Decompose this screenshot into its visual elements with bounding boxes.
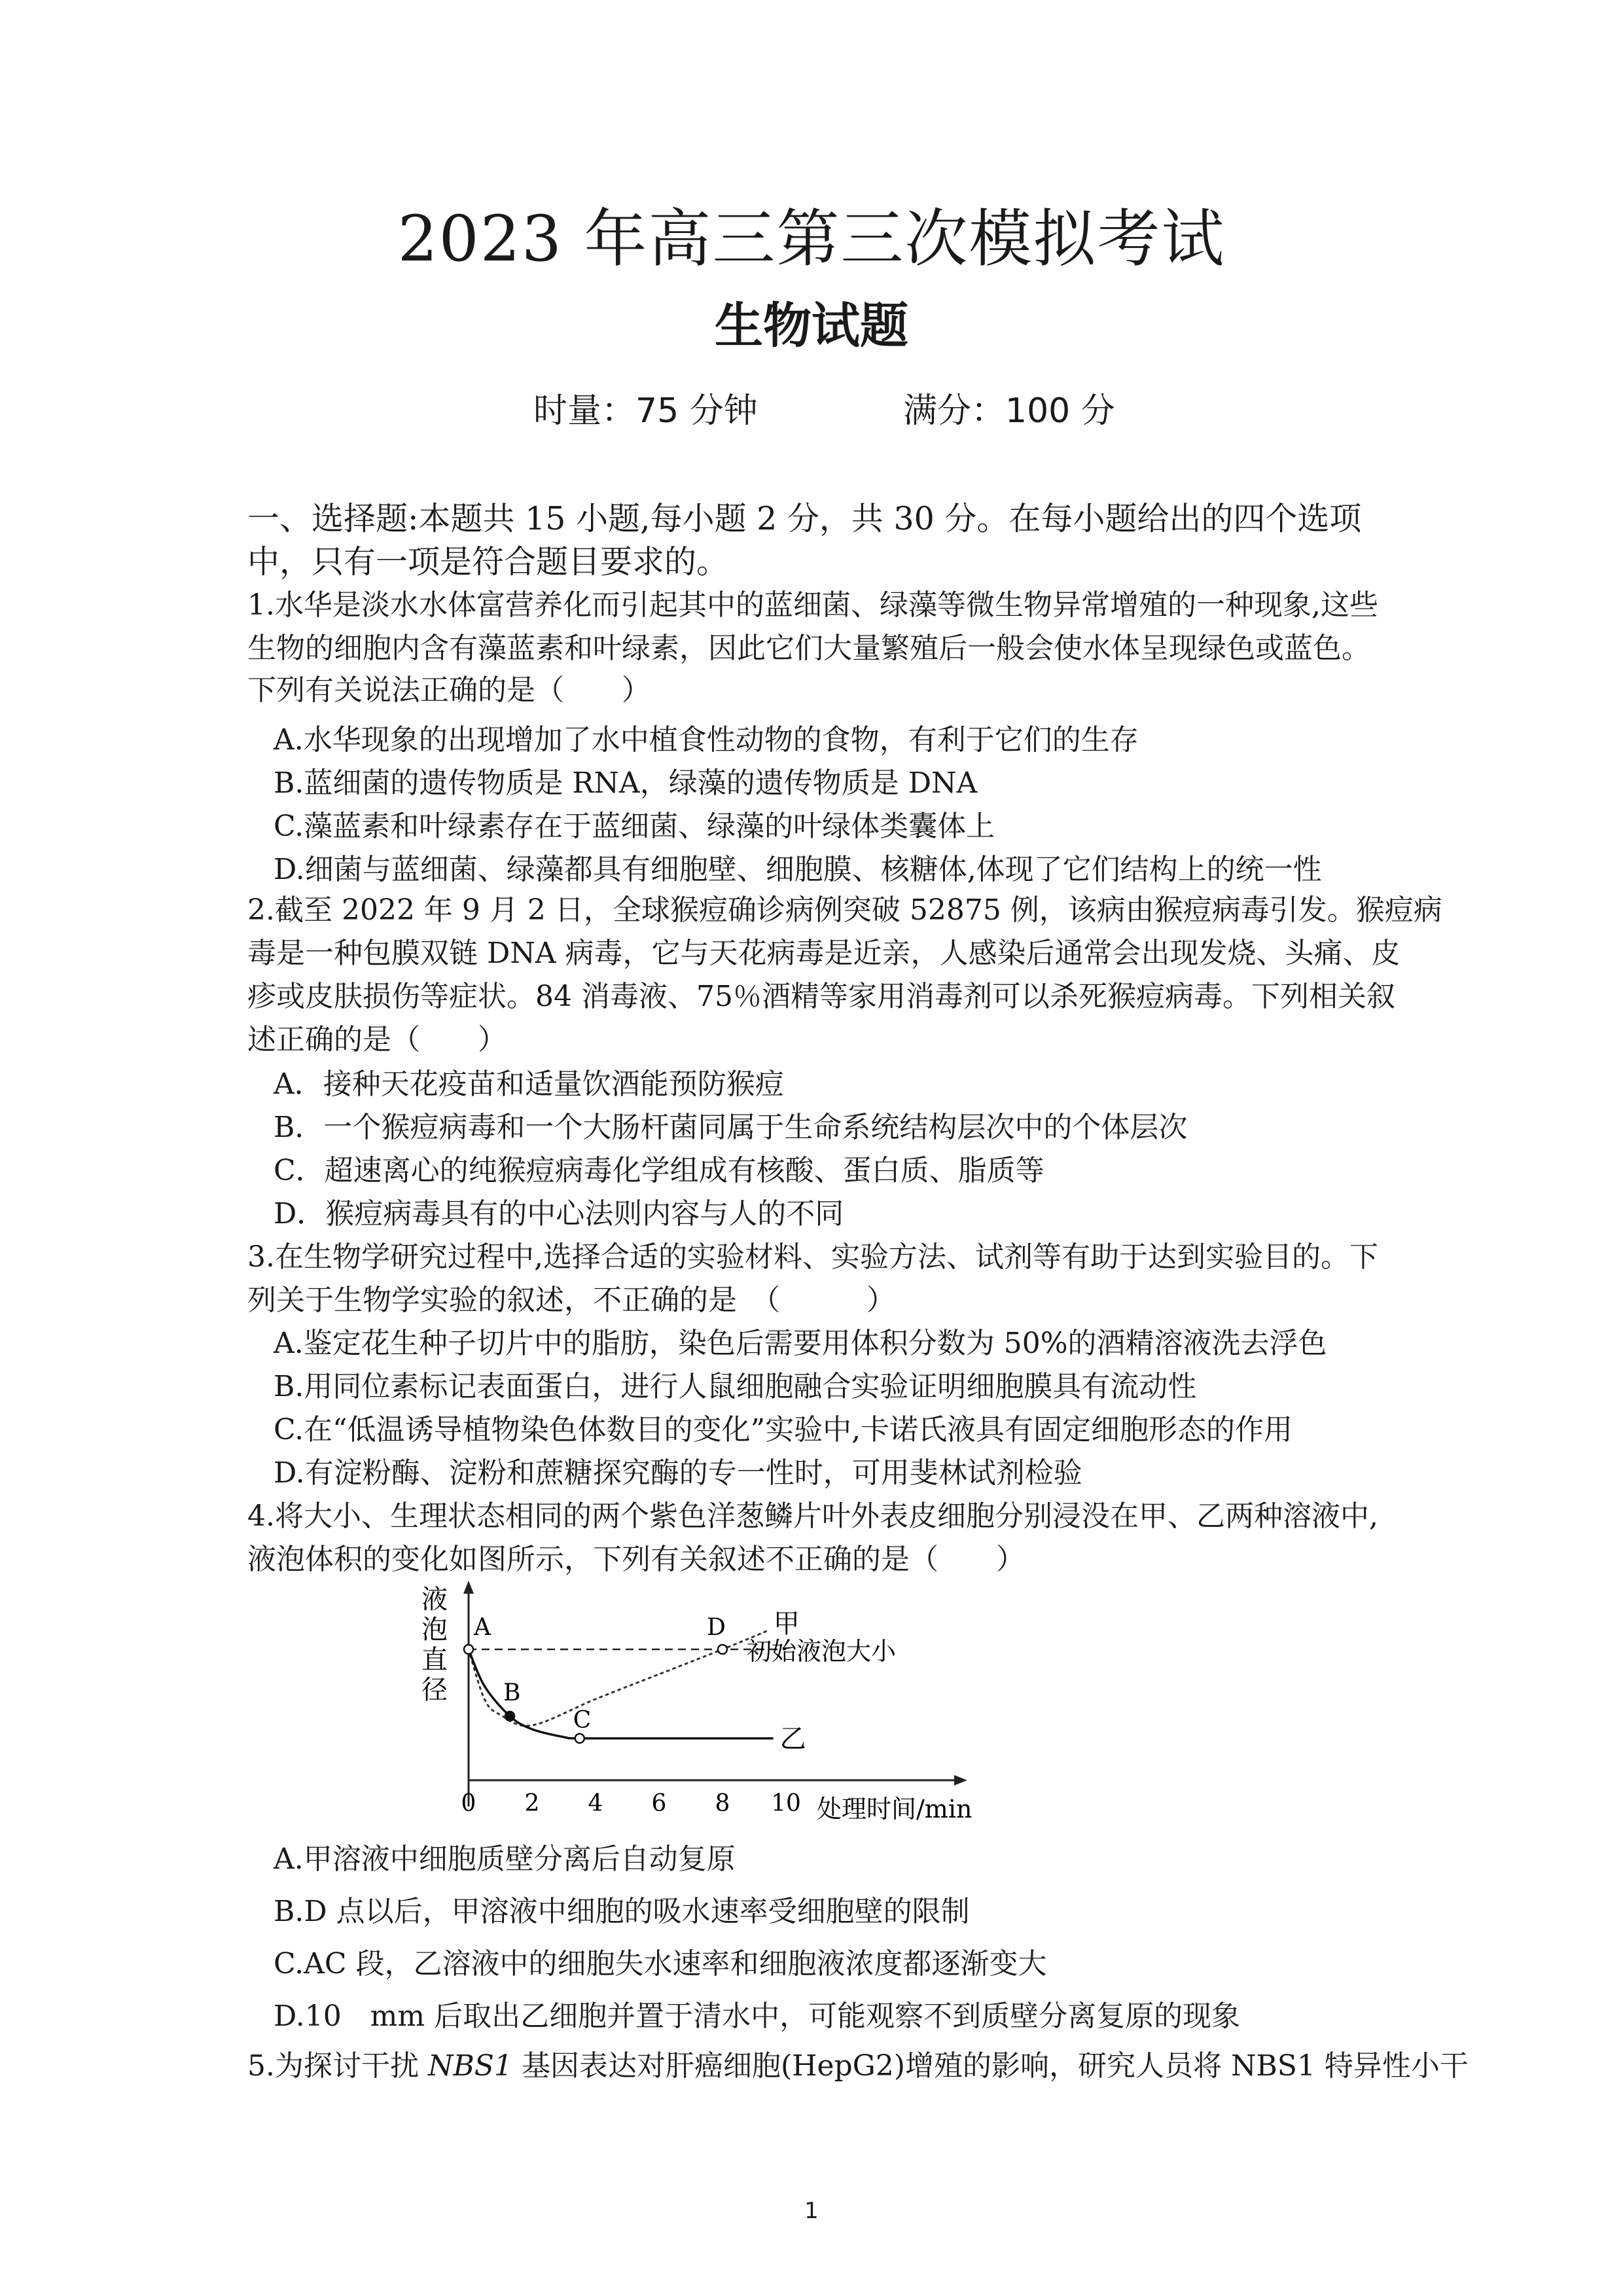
q3-option-b: B.用同位素标记表面蛋白，进行人鼠细胞融合实验证明细胞膜具有流动性 xyxy=(274,1370,1197,1403)
q2-stem-line: 毒是一种包膜双链 DNA 病毒，它与天花病毒是近亲，人感染后通常会出现发烧、头痛、皮 xyxy=(247,937,1400,970)
q2-stem-line: 2.截至 2022 年 9 月 2 日，全球猴痘确诊病例突破 52875 例，该病由猴痘病毒引发。猴痘病 xyxy=(247,893,1442,927)
exam-title: 2023 年高三第三次模拟考试 xyxy=(397,202,1226,276)
q4-option-d: D.10 mm 后取出乙细胞并置于清水中，可能观察不到质壁分离复原的现象 xyxy=(274,2000,1241,2033)
y-axis-label-char: 液 xyxy=(421,1585,448,1615)
q1-option-d: D.细菌与蓝细菌、绿藻都具有细胞壁、细胞膜、核糖体,体现了它们结构上的统一性 xyxy=(274,853,1322,886)
vacuole-diameter-chart xyxy=(406,1574,995,1823)
point-a-marker xyxy=(464,1645,473,1654)
series-jia-label: 甲 xyxy=(773,1609,800,1639)
q1-option-b: B.蓝细菌的遗传物质是 RNA，绿藻的遗传物质是 DNA xyxy=(274,766,978,800)
point-d-marker xyxy=(718,1645,727,1654)
x-tick-label: 10 xyxy=(771,1790,801,1817)
q1-stem-line: 生物的细胞内含有藻蓝素和叶绿素，因此它们大量繁殖后一般会使水体呈现绿色或蓝色。 xyxy=(247,632,1370,665)
point-b-label: B xyxy=(503,1679,521,1706)
q1-option-a: A.水华现象的出现增加了水中植食性动物的食物，有利于它们的生存 xyxy=(274,723,1139,757)
x-tick-label: 6 xyxy=(651,1790,667,1817)
q5-gene-name: NBS1 xyxy=(427,2049,512,2083)
x-tick-label: 8 xyxy=(715,1790,730,1817)
q1-stem-line: 1.水华是淡水水体富营养化而引起其中的蓝细菌、绿藻等微生物异常增殖的一种现象,这些 xyxy=(247,588,1378,622)
x-tick-label: 4 xyxy=(588,1790,603,1817)
point-a-label: A xyxy=(474,1614,491,1641)
point-b-marker xyxy=(505,1712,514,1721)
series-yi-label: 乙 xyxy=(779,1724,806,1754)
q2-option-a: A．接种天花疫苗和适量饮酒能预防猴痘 xyxy=(274,1067,784,1101)
q2-stem-line: 述正确的是（ ） xyxy=(247,1023,507,1056)
q4-option-a: A.甲溶液中细胞质壁分离后自动复原 xyxy=(274,1842,736,1876)
x-axis-label: 处理时间/min xyxy=(817,1795,972,1823)
q1-option-c: C.藻蓝素和叶绿素存在于蓝细菌、绿藻的叶绿体类囊体上 xyxy=(274,810,995,843)
section-intro-line: 中，只有一项是符合题目要求的。 xyxy=(247,543,729,581)
y-axis-label-char: 直 xyxy=(421,1645,448,1675)
section-intro-line: 一、选择题:本题共 15 小题,每小题 2 分，共 30 分。在每小题给出的四个选项 xyxy=(247,500,1362,537)
page-number: 1 xyxy=(804,2198,819,2224)
time-limit: 时量：75 分钟 xyxy=(533,391,758,431)
point-c-label: C xyxy=(573,1707,592,1734)
point-d-label: D xyxy=(707,1614,726,1641)
full-score: 满分：100 分 xyxy=(903,391,1115,431)
x-tick-label: 0 xyxy=(461,1790,476,1817)
initial-size-reference-label: 初始液泡大小 xyxy=(747,1637,897,1666)
q3-stem-line: 3.在生物学研究过程中,选择合适的实验材料、实验方法、试剂等有助于达到实验目的。下 xyxy=(247,1240,1378,1274)
q5-stem-line xyxy=(247,2045,1469,2088)
q2-option-c: C．超速离心的纯猴痘病毒化学组成有核酸、蛋白质、脂质等 xyxy=(274,1154,1044,1187)
q3-option-d: D.有淀粉酶、淀粉和蔗糖探究酶的专一性时，可用斐林试剂检验 xyxy=(274,1456,1082,1490)
x-axis-arrow xyxy=(954,1775,967,1785)
q2-option-b: B．一个猴痘病毒和一个大肠杆菌同属于生命系统结构层次中的个体层次 xyxy=(274,1111,1188,1144)
point-c-marker xyxy=(575,1734,584,1743)
q3-option-a: A.鉴定花生种子切片中的脂肪，染色后需要用体积分数为 50%的酒精溶液洗去浮色 xyxy=(274,1327,1327,1360)
y-axis-arrow xyxy=(463,1581,474,1594)
q3-stem-line: 列关于生物学实验的叙述，不正确的是 （ ） xyxy=(247,1283,895,1317)
q5-stem-post: 基因表达对肝癌细胞(HepG2)增殖的影响，研究人员将 NBS1 特异性小干 xyxy=(512,2049,1469,2083)
q2-stem-line: 疹或皮肤损伤等症状。84 消毒液、75％酒精等家用消毒剂可以杀死猴痘病毒。下列相关叙 xyxy=(247,980,1395,1013)
q4-option-b: B.D 点以后，甲溶液中细胞的吸水速率受细胞壁的限制 xyxy=(274,1895,970,1928)
q4-option-c: C.AC 段，乙溶液中的细胞失水速率和细胞液浓度都逐渐变大 xyxy=(274,1947,1047,1981)
q2-option-d: D．猴痘病毒具有的中心法则内容与人的不同 xyxy=(274,1197,844,1230)
y-axis-label-char: 泡 xyxy=(421,1615,448,1645)
y-axis-label-char: 径 xyxy=(421,1675,448,1705)
q1-stem-line: 下列有关说法正确的是（ ） xyxy=(247,673,651,707)
q4-stem-line: 4.将大小、生理状态相同的两个紫色洋葱鳞片叶外表皮细胞分别浸没在甲、乙两种溶液中, xyxy=(247,1499,1378,1533)
q4-stem-line: 液泡体积的变化如图所示，下列有关叙述不正确的是（ ） xyxy=(247,1543,1025,1576)
x-tick-label: 2 xyxy=(524,1790,540,1817)
exam-subtitle: 生物试题 xyxy=(715,298,908,354)
q5-stem-pre: 5.为探讨干扰 xyxy=(247,2049,428,2083)
q3-option-c: C.在“低温诱导植物染色体数目的变化”实验中,卡诺氏液具有固定细胞形态的作用 xyxy=(274,1413,1293,1446)
